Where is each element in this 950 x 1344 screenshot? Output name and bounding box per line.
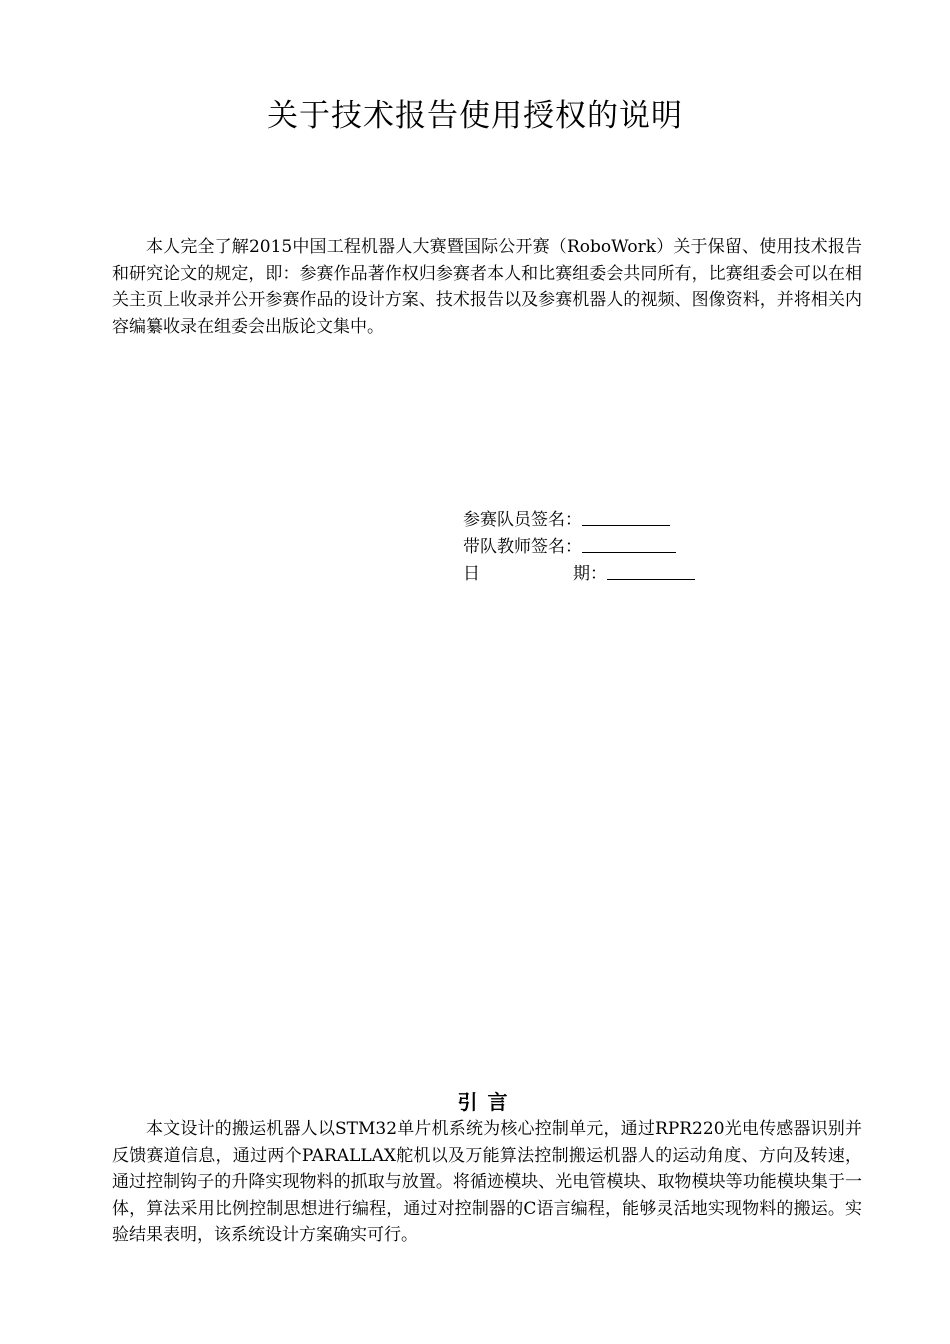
teacher-signature-row	[463, 534, 743, 561]
teacher-signature-line	[582, 534, 676, 553]
signature-block	[463, 507, 743, 588]
date-label	[463, 561, 607, 588]
date-label-char-2: 期：	[573, 564, 607, 584]
member-signature-label: 参赛队员签名：	[463, 510, 582, 530]
member-signature-row	[463, 507, 743, 534]
authorization-paragraph: 本人完全了解2015中国工程机器人大赛暨国际公开赛（RoboWork）关于保留、使用技术报告和研究论文的规定，即：参赛作品著作权归参赛者本人和比赛组委会共同所有，比赛组委会可以在相关主页上收录并公开参赛作品的设计方案、技术报告以及参赛机器人的视频、图像资料，并将相关内容编纂收录在组委会出版论文集中。	[112, 237, 862, 337]
date-row	[463, 561, 743, 588]
date-label-char-1: 日	[463, 564, 480, 584]
teacher-signature-label: 带队教师签名：	[463, 537, 582, 557]
intro-paragraph: 本文设计的搬运机器人以STM32单片机系统为核心控制单元，通过RPR220光电传感器识别并反馈赛道信息，通过两个PARALLAX舵机以及万能算法控制搬运机器人的运动角度、方向及转速，通过控制钩子的升降实现物料的抓取与放置。将循迹模块、光电管模块、取物模块等功能模块集于一体，算法采用比例控制思想进行编程，通过对控制器的C语言编程，能够灵活地实现物料的搬运。实验结果表明，该系统设计方案确实可行。	[112, 1119, 862, 1245]
intro-heading: 引言	[457, 1090, 518, 1114]
page-title: 关于技术报告使用授权的说明	[267, 98, 683, 134]
date-line	[607, 561, 695, 580]
member-signature-line	[582, 507, 670, 526]
